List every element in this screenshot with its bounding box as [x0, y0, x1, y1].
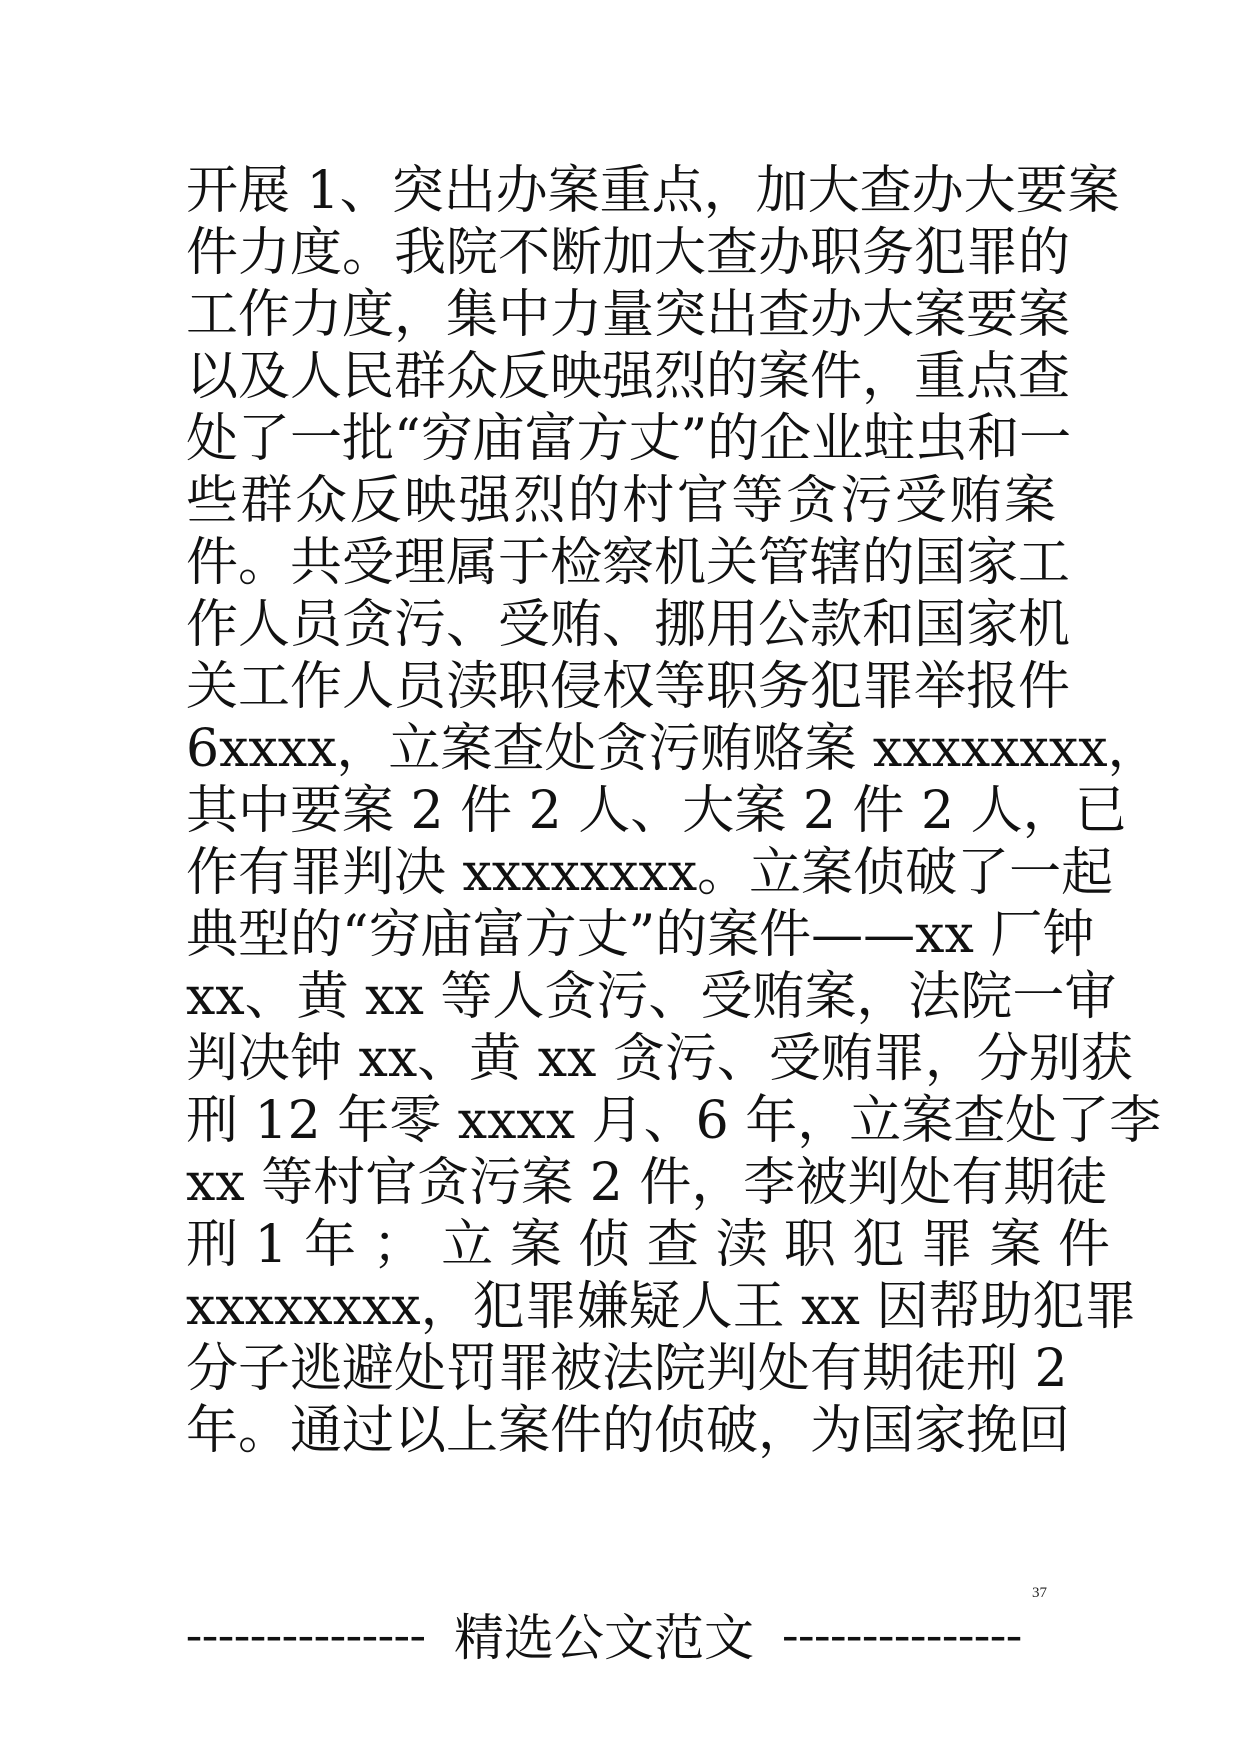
- text-line: 处了一批“穷庙富方丈”的企业蛀虫和一: [186, 409, 1072, 469]
- footer-dashes-left: ---------------: [186, 1607, 426, 1661]
- text-line: xx、黄 xx 等人贪污、受贿案，法院一审: [186, 967, 1117, 1027]
- text-line: 年。通过以上案件的侦破，为国家挽回: [186, 1401, 1071, 1461]
- text-line: 判决钟 xx、黄 xx 贪污、受贿罪，分别获: [186, 1029, 1133, 1089]
- text-line: 件。共受理属于检察机关管辖的国家工: [186, 533, 1071, 593]
- text-line: 其中要案 2 件 2 人、大案 2 件 2 人，已: [186, 781, 1127, 841]
- text-line: 刑 12 年零 xxxx 月、6 年，立案查处了李: [186, 1091, 1162, 1151]
- text-line: 开展 1、突出办案重点，加大查办大要案: [186, 161, 1120, 221]
- footer-dashes-right: ---------------: [782, 1607, 1022, 1661]
- body-paragraph: [186, 160, 1162, 1462]
- text-line: xxxxxxxx，犯罪嫌疑人王 xx 因帮助犯罪: [186, 1277, 1137, 1337]
- footer-label: 精选公文范文: [454, 1609, 754, 1667]
- text-line: 分子逃避处罚罪被法院判处有期徒刑 2: [186, 1339, 1068, 1399]
- text-line: 以及人民群众反映强烈的案件，重点查: [186, 347, 1071, 407]
- text-line: 些群众反映强烈的村官等贪污受贿案: [186, 471, 1056, 531]
- text-line: 关工作人员渎职侵权等职务犯罪举报件: [186, 657, 1071, 717]
- text-line: 刑 1 年 ； 立 案 侦 查 渎 职 犯 罪 案 件: [186, 1215, 1110, 1275]
- page-number: 37: [1032, 1585, 1047, 1601]
- text-line: 件力度。我院不断加大查办职务犯罪的: [186, 223, 1071, 283]
- page-footer: [186, 1598, 1022, 1670]
- text-line: 典型的“穷庙富方丈”的案件——xx 厂钟: [186, 905, 1095, 965]
- text-line: 作人员贪污、受贿、挪用公款和国家机: [186, 595, 1071, 655]
- text-line: 6xxxx，立案查处贪污贿赂案 xxxxxxxx，: [186, 719, 1160, 779]
- text-line: 工作力度，集中力量突出查办大案要案: [186, 285, 1071, 345]
- text-line: 作有罪判决 xxxxxxxx。立案侦破了一起: [186, 843, 1114, 903]
- text-line: xx 等村官贪污案 2 件，李被判处有期徒: [186, 1153, 1108, 1213]
